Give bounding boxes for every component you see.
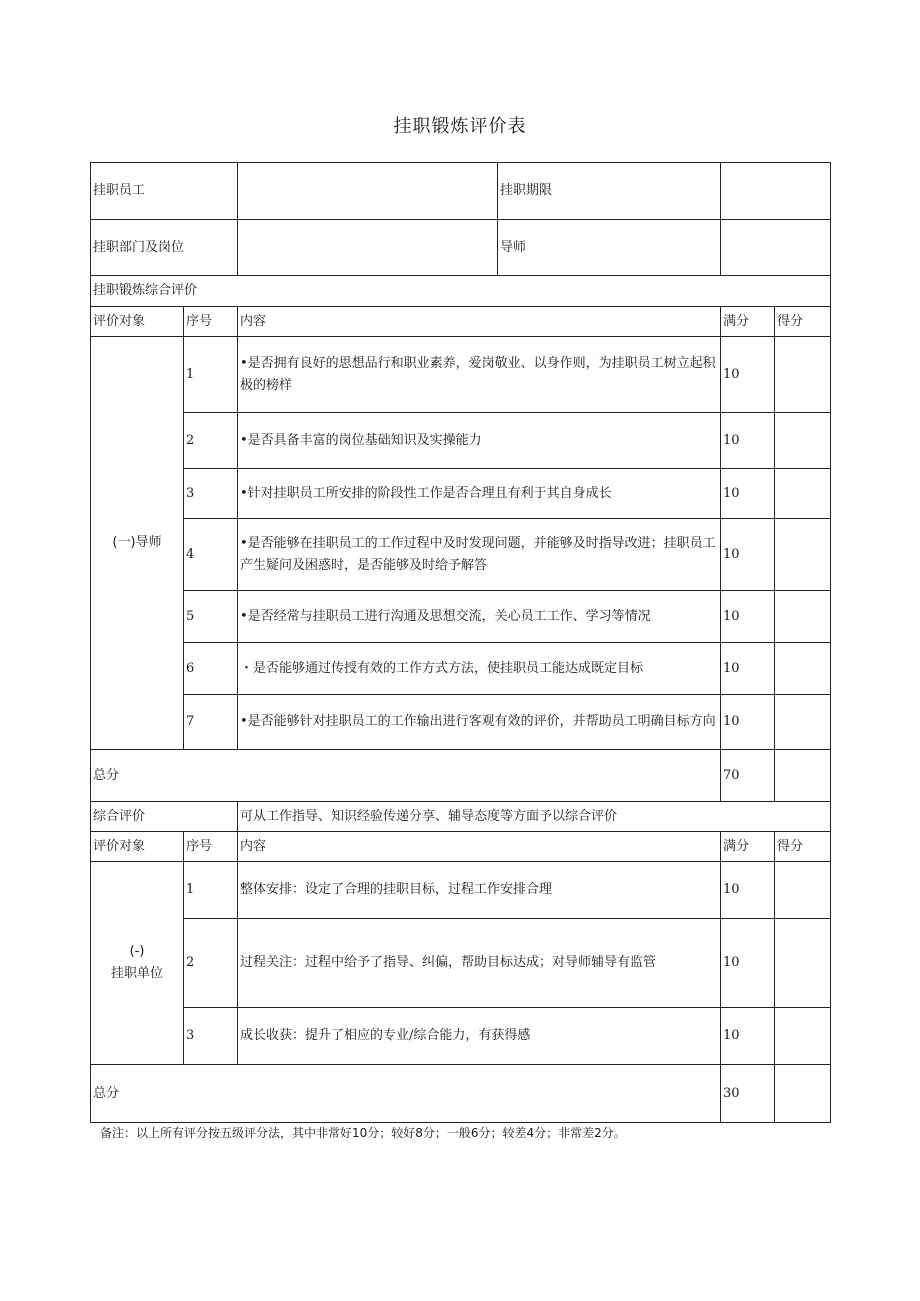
- department-row: [91, 220, 831, 276]
- item-full: 10: [721, 469, 775, 519]
- item-score-field[interactable]: [775, 862, 831, 919]
- section-title-row: [91, 276, 831, 307]
- item-full: 10: [721, 695, 775, 750]
- employee-label: 挂职员工: [91, 163, 238, 220]
- mentor-group-label: (一)导师: [91, 337, 184, 750]
- item-seq: 3: [184, 1008, 238, 1065]
- table-row: [91, 643, 831, 695]
- item-content: •是否能够针对挂职员工的工作输出进行客观有效的评价，并帮助员工明确目标方向: [238, 695, 721, 750]
- item-full: 10: [721, 591, 775, 643]
- item-full: 10: [721, 643, 775, 695]
- col-target: 评价对象: [91, 832, 184, 862]
- item-score-field[interactable]: [775, 919, 831, 1008]
- page-title: 挂职锻炼评价表: [393, 116, 527, 137]
- item-full: 10: [721, 919, 775, 1008]
- item-full: 10: [721, 413, 775, 469]
- table-row: [91, 337, 831, 413]
- item-content: •是否具备丰富的岗位基础知识及实操能力: [238, 413, 721, 469]
- unit-group-label: [91, 862, 184, 1065]
- period-label: 挂职期限: [498, 163, 721, 220]
- item-score-field[interactable]: [775, 1008, 831, 1065]
- period-field[interactable]: [721, 163, 831, 220]
- item-score-field[interactable]: [775, 519, 831, 591]
- col-score: 得分: [775, 832, 831, 862]
- item-content: 整体安排：设定了合理的挂职目标，过程工作安排合理: [238, 862, 721, 919]
- col-seq: 序号: [184, 832, 238, 862]
- unit-total-label: 总分: [91, 1065, 721, 1123]
- table-row: [91, 695, 831, 750]
- item-seq: 5: [184, 591, 238, 643]
- unit-column-headers: [91, 832, 831, 862]
- department-field[interactable]: [238, 220, 498, 276]
- col-target: 评价对象: [91, 307, 184, 337]
- unit-total-full: 30: [721, 1065, 775, 1123]
- footnote: 备注：以上所有评分按五级评分法，其中非常好10分；较好8分；一般6分；较差4分；非常差2分。: [100, 1126, 626, 1140]
- mentor-total-label: 总分: [91, 750, 721, 802]
- item-seq: 1: [184, 862, 238, 919]
- item-content: 成长收获：提升了相应的专业/综合能力，有获得感: [238, 1008, 721, 1065]
- item-content: •是否拥有良好的思想品行和职业素养，爱岗敬业、以身作则，为挂职员工树立起积极的榜样: [238, 337, 721, 413]
- item-score-field[interactable]: [775, 591, 831, 643]
- item-score-field[interactable]: [775, 337, 831, 413]
- table-row: [91, 413, 831, 469]
- employee-row: [91, 163, 831, 220]
- col-score: 得分: [775, 307, 831, 337]
- item-content: 过程关注：过程中给予了指导、纠偏，帮助目标达成；对导师辅导有监管: [238, 919, 721, 1008]
- department-label: 挂职部门及岗位: [91, 220, 238, 276]
- col-content: 内容: [238, 832, 721, 862]
- table-row: [91, 1008, 831, 1065]
- table-row: [91, 519, 831, 591]
- mentor-name-field[interactable]: [721, 220, 831, 276]
- item-score-field[interactable]: [775, 695, 831, 750]
- item-score-field[interactable]: [775, 643, 831, 695]
- unit-label-line2: 挂职单位: [110, 966, 163, 981]
- col-content: 内容: [238, 307, 721, 337]
- item-content: ・是否能够通过传授有效的工作方式方法，使挂职员工能达成既定目标: [238, 643, 721, 695]
- unit-label-line1: (-): [129, 944, 145, 959]
- item-seq: 6: [184, 643, 238, 695]
- item-seq: 2: [184, 413, 238, 469]
- overall-field[interactable]: 可从工作指导、知识经验传递分享、辅导态度等方面予以综合评价: [238, 802, 831, 832]
- overall-label: 综合评价: [91, 802, 238, 832]
- section-title: 挂职锻炼综合评价: [91, 276, 831, 307]
- item-seq: 4: [184, 519, 238, 591]
- item-score-field[interactable]: [775, 413, 831, 469]
- item-content: •是否经常与挂职员工进行沟通及思想交流，关心员工工作、学习等情况: [238, 591, 721, 643]
- mentor-total-full: 70: [721, 750, 775, 802]
- item-full: 10: [721, 862, 775, 919]
- item-seq: 3: [184, 469, 238, 519]
- table-row: [91, 469, 831, 519]
- col-full: 满分: [721, 832, 775, 862]
- item-score-field[interactable]: [775, 469, 831, 519]
- col-full: 满分: [721, 307, 775, 337]
- table-row: [91, 591, 831, 643]
- item-full: 10: [721, 1008, 775, 1065]
- mentor-total-score-field[interactable]: [775, 750, 831, 802]
- item-seq: 7: [184, 695, 238, 750]
- table-row: [91, 862, 831, 919]
- employee-field[interactable]: [238, 163, 498, 220]
- unit-total-row: [91, 1065, 831, 1123]
- mentor-column-headers: [91, 307, 831, 337]
- mentor-name-label: 导师: [498, 220, 721, 276]
- item-content: •是否能够在挂职员工的工作过程中及时发现问题，并能够及时指导改进；挂职员工产生疑问及困惑时，是否能够及时给予解答: [238, 519, 721, 591]
- item-seq: 1: [184, 337, 238, 413]
- item-full: 10: [721, 337, 775, 413]
- item-content: •针对挂职员工所安排的阶段性工作是否合理且有利于其自身成长: [238, 469, 721, 519]
- table-row: [91, 919, 831, 1008]
- mentor-total-row: [91, 750, 831, 802]
- unit-total-score-field[interactable]: [775, 1065, 831, 1123]
- item-full: 10: [721, 519, 775, 591]
- evaluation-table: [90, 162, 831, 1123]
- col-seq: 序号: [184, 307, 238, 337]
- overall-row: [91, 802, 831, 832]
- item-seq: 2: [184, 919, 238, 1008]
